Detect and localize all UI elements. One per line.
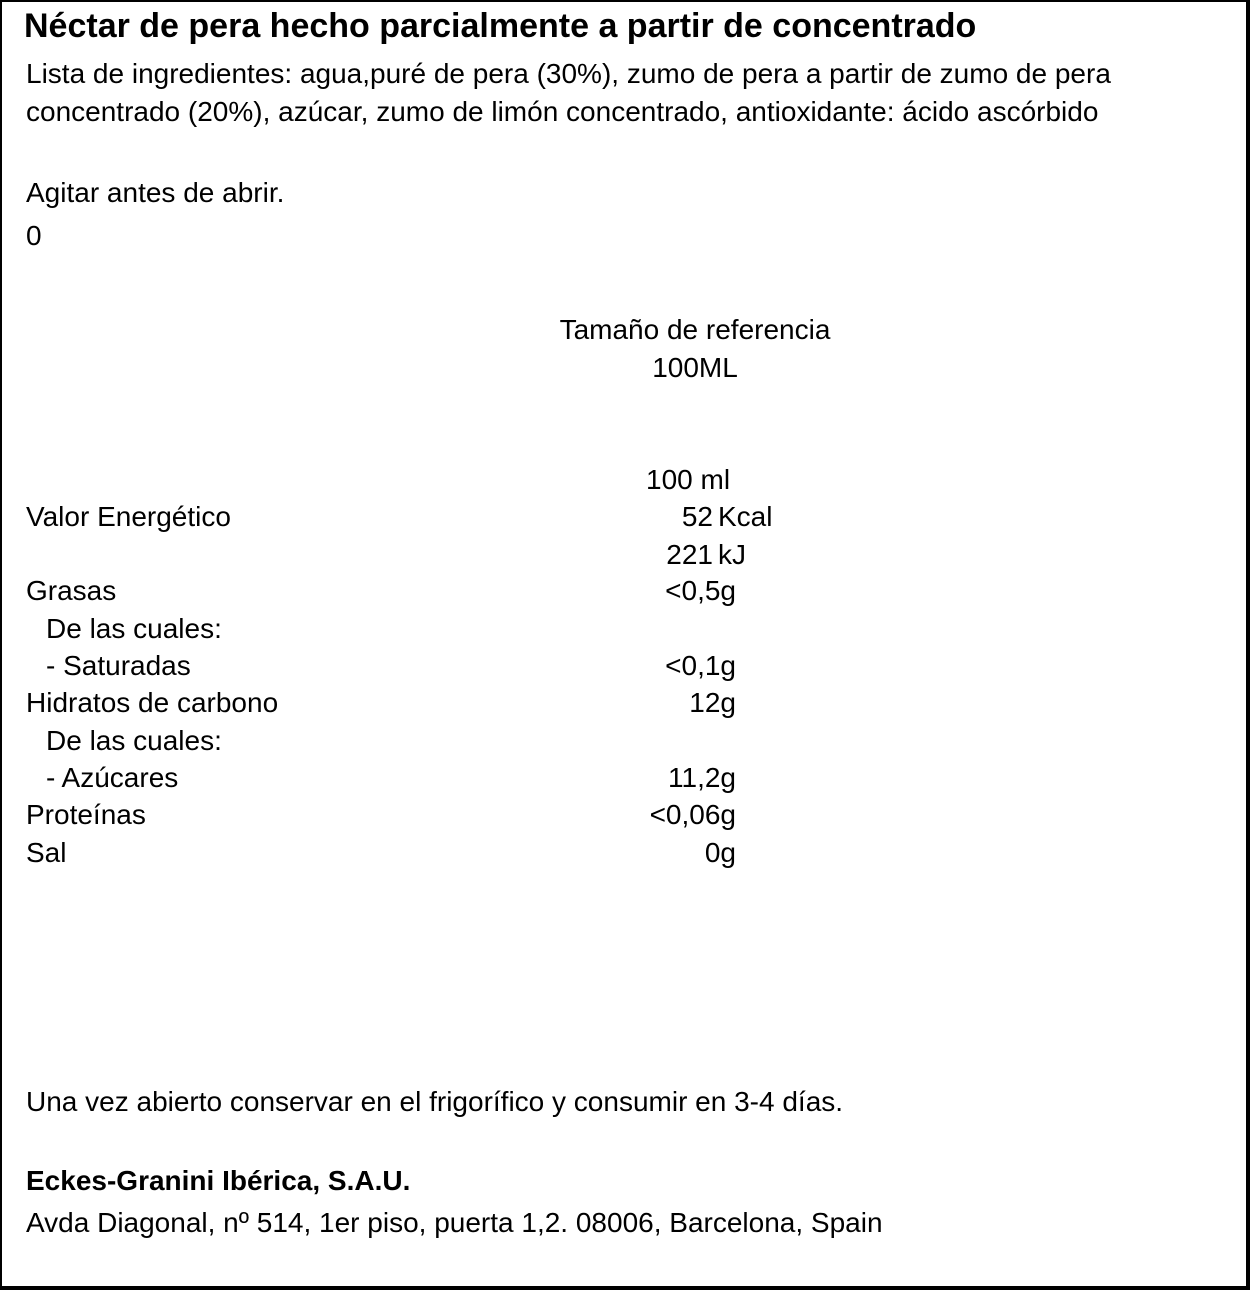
reference-size-value: 100ML: [652, 352, 738, 383]
nutrient-label-sugars: - Azúcares: [46, 762, 179, 793]
nutrient-value-salt: 0g: [704, 837, 736, 868]
energy-kcal-value: 52: [681, 501, 713, 532]
nutrient-value-carbohydrates: 12g: [689, 687, 736, 718]
energy-kcal-unit: Kcal: [718, 501, 773, 532]
company-address: Avda Diagonal, nº 514, 1er piso, puerta 1,2. 08006, Barcelona, Spain: [26, 1207, 883, 1238]
nutrition-column-header: 100 ml: [646, 464, 731, 495]
nutrient-label-fat: Grasas: [26, 575, 117, 606]
energy-kj-value: 221: [666, 539, 713, 570]
zero-line: 0: [26, 220, 42, 251]
storage-note: Una vez abierto conservar en el frigorífico y consumir en 3-4 días.: [26, 1086, 844, 1117]
nutrient-value-sugars: 11,2g: [668, 762, 736, 793]
energy-kj-unit: kJ: [718, 539, 746, 570]
nutrient-label-saturated: - Saturadas: [46, 650, 191, 681]
nutrient-label-salt: Sal: [26, 837, 67, 868]
energy-label: Valor Energético: [26, 501, 231, 532]
nutrient-label-protein: Proteínas: [26, 799, 146, 830]
nutrient-label-of-which: De las cuales:: [46, 725, 222, 756]
nutrient-value-fat: <0,5g: [665, 575, 736, 606]
nutrient-label-of-which: De las cuales:: [46, 613, 222, 644]
nutrient-value-saturated: <0,1g: [665, 650, 736, 681]
company-name: Eckes-Granini Ibérica, S.A.U.: [26, 1165, 411, 1196]
ingredients-list: Lista de ingredientes: agua,puré de pera (30%), zumo de pera a partir de zumo de pera concentrado (20%), azúcar, zumo de limón concentrado, antioxidante: ácido ascórbido: [26, 58, 1111, 127]
reference-size-label: Tamaño de referencia: [559, 314, 831, 345]
nutrient-value-protein: <0,06g: [649, 799, 736, 830]
shake-note: Agitar antes de abrir.: [26, 177, 285, 208]
product-title: Néctar de pera hecho parcialmente a partir de concentrado: [24, 7, 977, 45]
nutrient-label-carbohydrates: Hidratos de carbono: [26, 687, 279, 718]
